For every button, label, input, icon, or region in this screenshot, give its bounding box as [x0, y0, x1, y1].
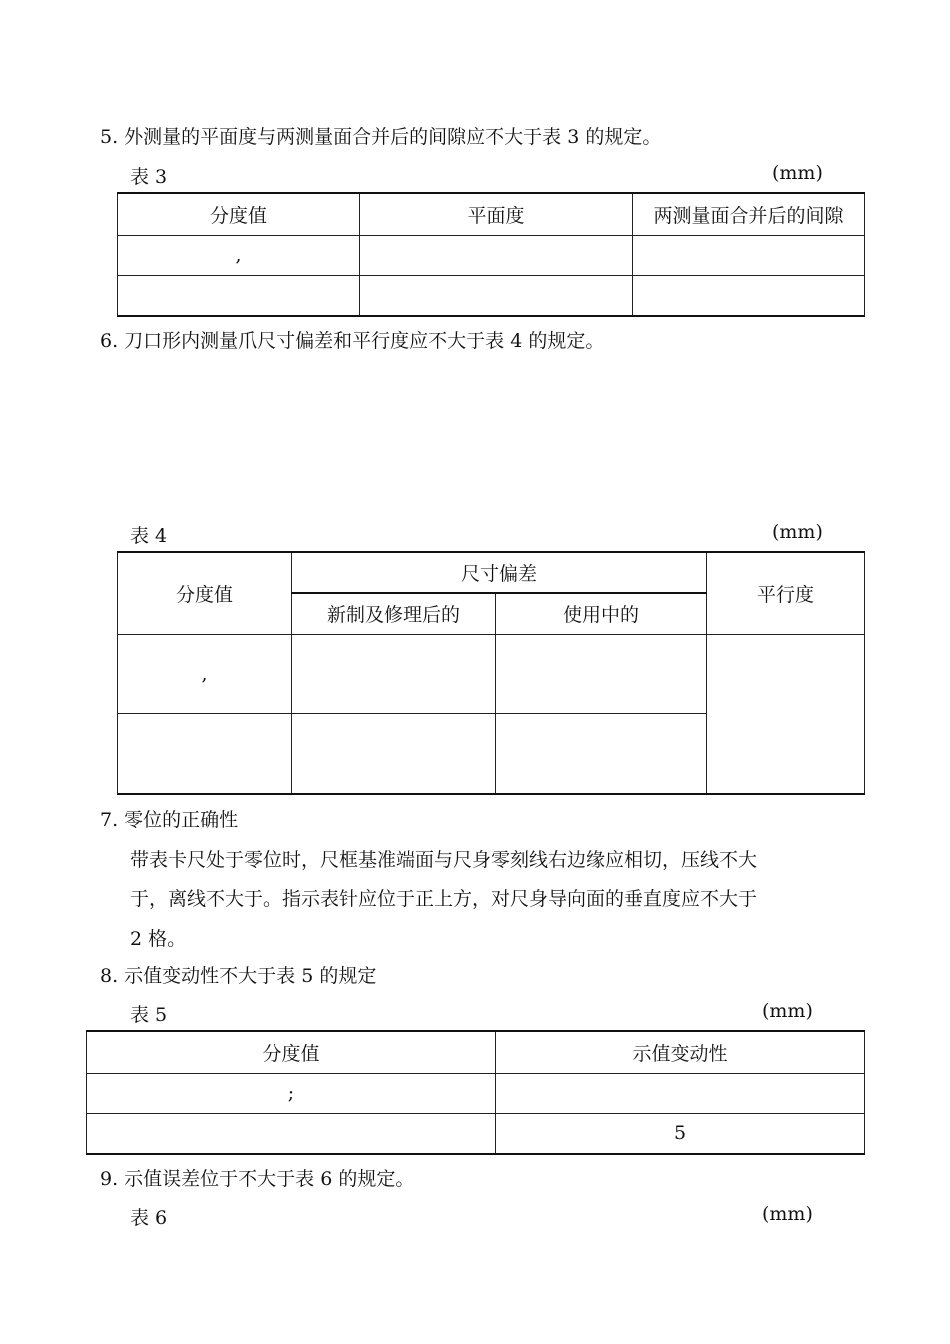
- table-5: [86, 1030, 865, 1155]
- item-7-title: 7. 零位的正确性: [100, 809, 239, 831]
- table-cell: 5: [496, 1113, 865, 1154]
- table-4-header-division: 分度值: [118, 552, 292, 634]
- table-cell: [496, 1073, 865, 1113]
- table-cell: [633, 275, 865, 316]
- item-9-text: 9. 示值误差位于不大于表 6 的规定。: [100, 1168, 415, 1190]
- table-3-header-gap: 两测量面合并后的间隙: [633, 193, 865, 235]
- table-cell: ,: [118, 634, 292, 713]
- table-3-header-row: [118, 193, 865, 235]
- table-cell: [292, 713, 496, 794]
- item-7-line-2: 于，离线不大于。指示表针应位于正上方，对尺身导向面的垂直度应不大于: [130, 888, 758, 910]
- table-cell: ,: [118, 235, 360, 275]
- table-4-header-new-repaired: 新制及修理后的: [292, 593, 496, 634]
- table-5-caption: 表 5: [130, 1004, 168, 1026]
- table-cell: [118, 713, 292, 794]
- table-5-unit: (mm): [762, 1000, 813, 1022]
- table-cell: [87, 1113, 496, 1154]
- table-5-header-row: [87, 1031, 865, 1073]
- table-4-parallelism-cell: [707, 634, 865, 794]
- table-3-caption: 表 3: [130, 166, 168, 188]
- table-5-header-variation: 示值变动性: [496, 1031, 865, 1073]
- table-cell: [292, 634, 496, 713]
- table-4-caption: 表 4: [130, 525, 168, 547]
- table-row: [118, 275, 865, 316]
- item-6-text: 6. 刀口形内测量爪尺寸偏差和平行度应不大于表 4 的规定。: [100, 330, 605, 352]
- table-row: [87, 1113, 865, 1154]
- table-3: [117, 192, 865, 317]
- table-4-header-row-1: [118, 552, 865, 593]
- table-cell: [360, 235, 633, 275]
- table-cell: ;: [87, 1073, 496, 1113]
- table-4-header-parallelism: 平行度: [707, 552, 865, 634]
- item-7-line-1: 带表卡尺处于零位时，尺框基准端面与尺身零刻线右边缘应相切，压线不大: [130, 849, 758, 871]
- item-7-line-3: 2 格。: [130, 928, 187, 950]
- table-6-caption: 表 6: [130, 1207, 168, 1229]
- table-cell: [360, 275, 633, 316]
- item-8-text: 8. 示值变动性不大于表 5 的规定: [100, 965, 377, 987]
- table-4: [117, 551, 865, 795]
- table-4-header-size-deviation: 尺寸偏差: [292, 552, 707, 593]
- table-row: [87, 1073, 865, 1113]
- item-5-text: 5. 外测量的平面度与两测量面合并后的间隙应不大于表 3 的规定。: [100, 126, 662, 148]
- table-cell: [633, 235, 865, 275]
- table-3-header-flatness: 平面度: [360, 193, 633, 235]
- table-cell: [496, 634, 707, 713]
- table-4-unit: (mm): [772, 521, 823, 543]
- table-6-unit: (mm): [762, 1203, 813, 1225]
- table-3-header-division: 分度值: [118, 193, 360, 235]
- table-5-header-division: 分度值: [87, 1031, 496, 1073]
- table-4-header-in-use: 使用中的: [496, 593, 707, 634]
- table-cell: [118, 275, 360, 316]
- table-cell: [496, 713, 707, 794]
- table-row: [118, 235, 865, 275]
- table-row: [118, 634, 865, 713]
- table-3-unit: (mm): [772, 162, 823, 184]
